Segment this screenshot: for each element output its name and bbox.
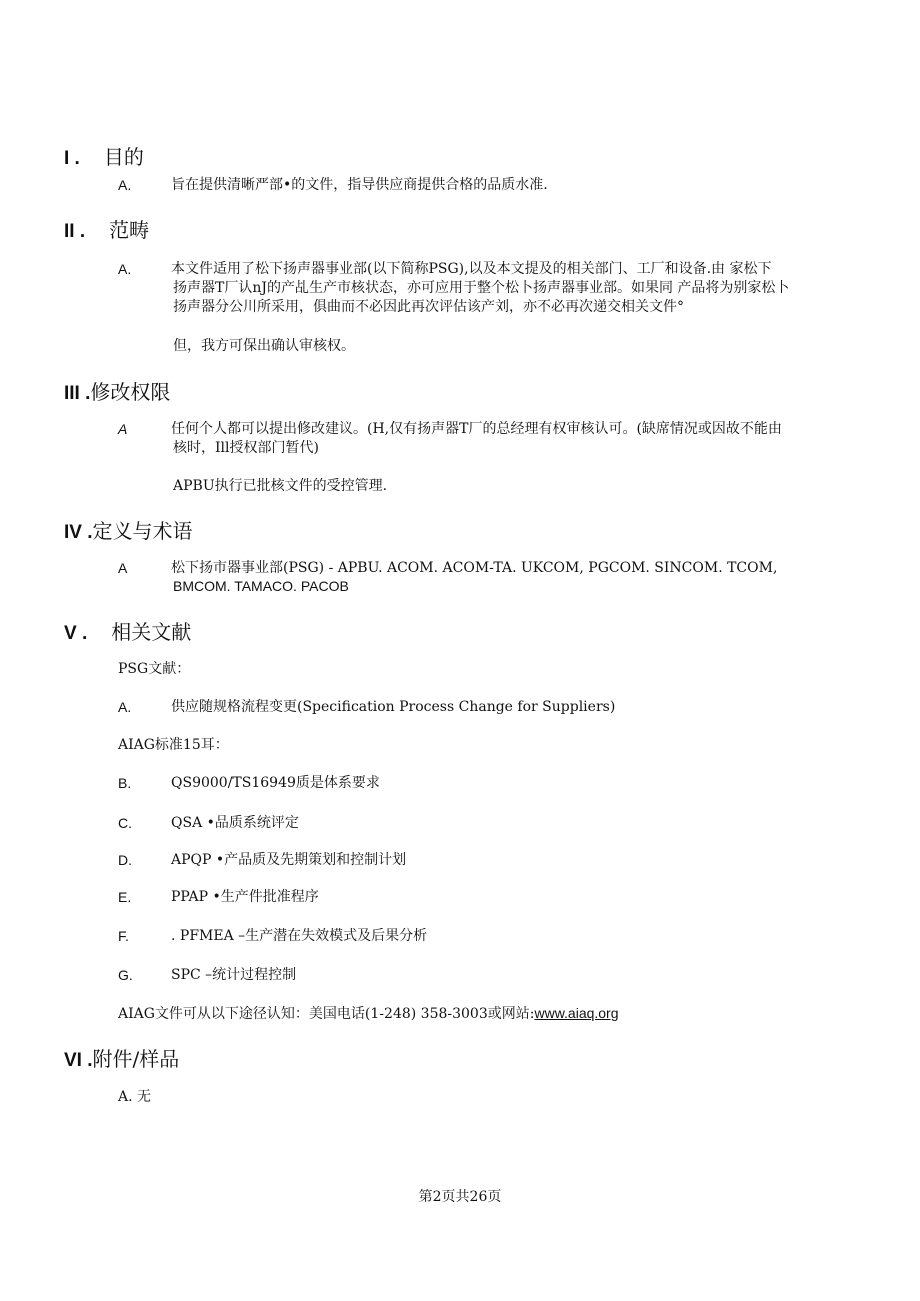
section-title: 附件/样品 [92, 1047, 180, 1071]
section-heading-4 [64, 515, 193, 544]
item-label: A. [118, 177, 132, 193]
list-item: A. 无 [118, 1089, 152, 1105]
section-title: 修改权限 [90, 380, 171, 404]
item-text: SPC –统计过程控制 [171, 967, 297, 983]
item-text-line: 任何个人都可以提出修改建议。(H,仅有扬声器T厂的总经理有权审核认可。(缺席情况或因故不能由 [171, 421, 782, 437]
section-heading-1 [64, 141, 144, 170]
aiag-note [118, 1004, 619, 1024]
section-title: 范畴 [109, 218, 150, 242]
aiag-note-text: AIAG文件可从以下途径认知：美国电话(1-248) 358-3003或网站: [118, 1006, 535, 1022]
item-text-line: 本文件适用了松下扬声器事业部(以下简称PSG),以及本文提及的相关部门、工厂和设备.由 家松下 [171, 261, 772, 277]
item-text: PPAP •生产件批准程序 [171, 889, 319, 905]
section-number: III . [64, 383, 91, 404]
item-text: 供应随规格流程变更(Specification Process Change for Suppliers) [171, 699, 616, 715]
item-label: F. [118, 928, 129, 944]
item-label: G. [118, 967, 133, 983]
section-number: VI . [64, 1050, 93, 1071]
section-number: II . [64, 221, 86, 242]
item-text-line: 松下扬市器事业部(PSG) - APBU. ACOM. ACOM-TA. UKCOM, PGCOM. SINCOM. TCOM, [171, 560, 778, 576]
section-number: IV . [64, 522, 93, 543]
item-label: A [118, 421, 128, 437]
sub-heading: PSG文献： [118, 661, 191, 677]
section-number: V . [64, 623, 88, 644]
item-text: QSA •品质系统评定 [171, 815, 299, 831]
section-title: 定义与术语 [92, 519, 193, 543]
sub-heading: AIAG标准15耳： [118, 737, 229, 753]
section-title: 目的 [103, 145, 144, 169]
item-label: B. [118, 775, 132, 791]
section-heading-3 [64, 376, 170, 405]
note-text: APBU执行已批核文件的受控管理. [173, 478, 388, 494]
item-label: E. [118, 889, 132, 905]
aiag-website-link[interactable]: www.aiaq.org [534, 1005, 619, 1021]
item-text: QS9000/TS16949质是体系要求 [171, 775, 380, 791]
item-label: A. [118, 699, 132, 715]
section-heading-5 [64, 616, 191, 645]
section-heading-6 [64, 1043, 179, 1072]
item-label: A [118, 560, 128, 576]
page-footer: 第2页共26页 [418, 1189, 502, 1205]
item-label: C. [118, 815, 132, 831]
item-label: D. [118, 852, 132, 868]
item-label: A. [118, 261, 132, 277]
item-text: 旨在提供清晰严部•的文件，指导供应商提供合格的品质水准. [171, 177, 548, 193]
section-number: I . [64, 148, 80, 169]
item-text-line: 核时，Ill授权部门暂代) [173, 440, 319, 456]
item-text-line: 扬声器分公川所采用，俱曲而不必因此再次评估该产刘，亦不必再次递交相关文件° [173, 299, 684, 315]
item-text-line: 扬声器T厂认nJ的产乩生产市核状态，亦可应用于整个松卜扬声器事业部。如果同 产品将为别家松卜 [173, 280, 790, 296]
section-heading-2 [64, 214, 149, 243]
section-title: 相关文献 [111, 620, 192, 644]
note-text: 但，我方可保出确认审核权。 [173, 338, 355, 354]
item-text: . PFMEA –生产潜在失效模式及后果分析 [171, 928, 428, 944]
item-text-line: BMCOM. TAMACO. PACOB [173, 578, 349, 594]
item-text: APQP •产品质及先期策划和控制计划 [171, 852, 407, 868]
